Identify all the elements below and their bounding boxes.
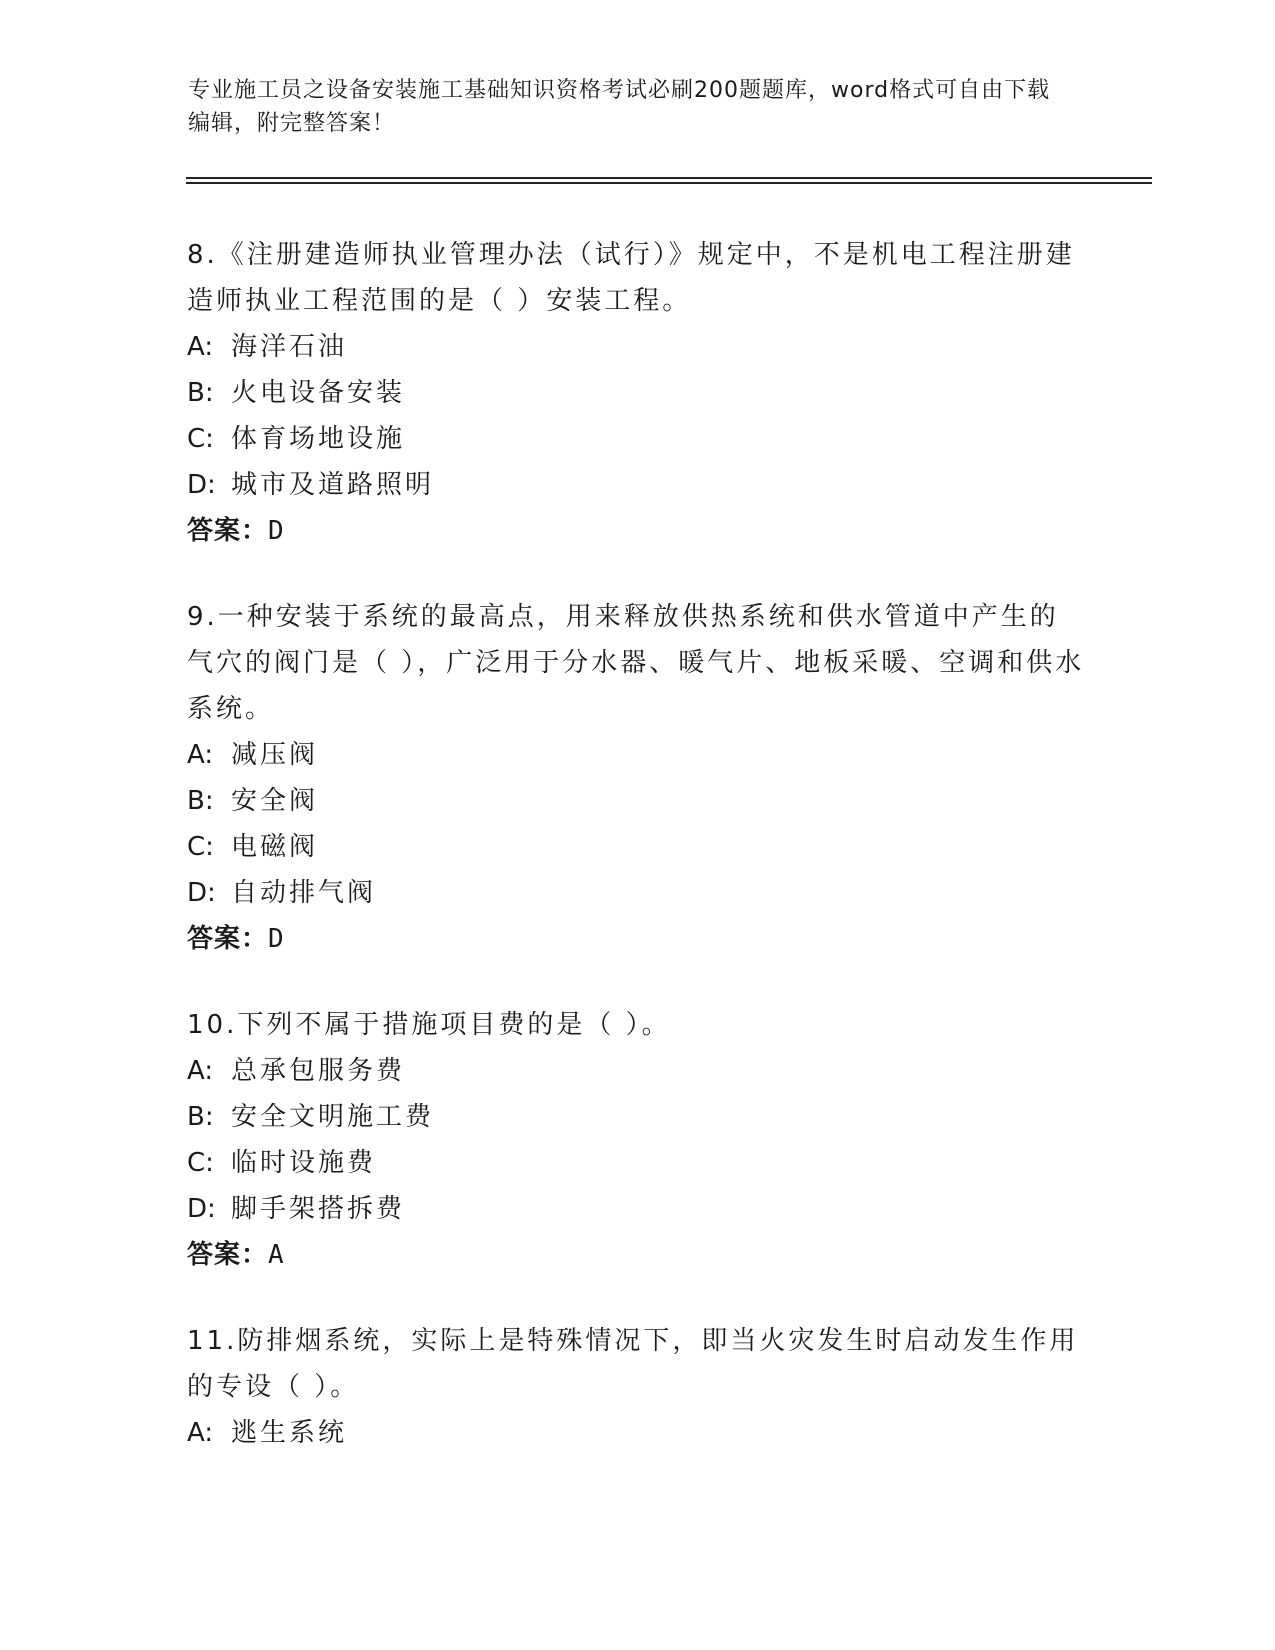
- question-stem: 10.下列不属于措施项目费的是（ ）。: [187, 1010, 671, 1040]
- option-letter: A:: [187, 740, 214, 770]
- option-letter: A:: [187, 332, 214, 362]
- header-divider-bottom: [186, 182, 1152, 184]
- question-9: [187, 594, 1087, 962]
- option-text: 安全阀: [231, 786, 319, 816]
- question-stem: 11.防排烟系统，实际上是特殊情况下，即当火灾发生时启动发生作用的专设（ ）。: [187, 1326, 1079, 1402]
- option-letter: B:: [187, 378, 214, 408]
- option-text: 临时设施费: [231, 1148, 377, 1178]
- question-10: [187, 1002, 1087, 1278]
- answer-value: D: [268, 516, 285, 546]
- answer-value: D: [268, 924, 285, 954]
- option-letter: A:: [187, 1418, 214, 1448]
- option-c: [187, 824, 1087, 870]
- option-letter: D:: [187, 1194, 216, 1224]
- option-text: 电磁阀: [231, 832, 319, 862]
- option-c: [187, 416, 1087, 462]
- option-a: [187, 1410, 1087, 1456]
- document-header: 专业施工员之设备安装施工基础知识资格考试必刷200题题库，word格式可自由下载编辑，附完整答案！: [188, 78, 1051, 136]
- option-a: [187, 324, 1087, 370]
- answer-line: [187, 1232, 1087, 1278]
- option-letter: C:: [187, 424, 214, 454]
- option-d: [187, 462, 1087, 508]
- option-b: [187, 1094, 1087, 1140]
- option-letter: B:: [187, 1102, 214, 1132]
- option-text: 安全文明施工费: [231, 1102, 435, 1132]
- option-text: 火电设备安装: [231, 378, 406, 408]
- option-text: 逃生系统: [231, 1418, 348, 1448]
- option-b: [187, 370, 1087, 416]
- option-text: 减压阀: [231, 740, 319, 770]
- option-text: 总承包服务费: [231, 1056, 406, 1086]
- answer-label: 答案：: [187, 516, 269, 546]
- header-divider-top: [186, 177, 1152, 179]
- question-11: [187, 1318, 1087, 1456]
- option-d: [187, 870, 1087, 916]
- answer-label: 答案：: [187, 1240, 269, 1270]
- answer-line: [187, 916, 1087, 962]
- question-stem: 8.《注册建造师执业管理办法（试行）》规定中，不是机电工程注册建造师执业工程范围的是（ ）安装工程。: [187, 240, 1075, 316]
- option-d: [187, 1186, 1087, 1232]
- answer-line: [187, 508, 1087, 554]
- option-a: [187, 732, 1087, 778]
- option-letter: C:: [187, 1148, 214, 1178]
- option-letter: B:: [187, 786, 214, 816]
- option-letter: D:: [187, 878, 216, 908]
- option-text: 体育场地设施: [231, 424, 406, 454]
- option-letter: D:: [187, 470, 216, 500]
- option-c: [187, 1140, 1087, 1186]
- option-text: 自动排气阀: [231, 878, 377, 908]
- option-b: [187, 778, 1087, 824]
- question-list: [187, 232, 1087, 1496]
- option-letter: C:: [187, 832, 214, 862]
- question-8: [187, 232, 1087, 554]
- option-text: 脚手架搭拆费: [231, 1194, 406, 1224]
- answer-label: 答案：: [187, 924, 269, 954]
- option-text: 海洋石油: [231, 332, 348, 362]
- option-letter: A:: [187, 1056, 214, 1086]
- option-a: [187, 1048, 1087, 1094]
- option-text: 城市及道路照明: [231, 470, 435, 500]
- answer-value: A: [268, 1240, 285, 1270]
- question-stem: 9.一种安装于系统的最高点，用来释放供热系统和供水管道中产生的气穴的阀门是（ ），广泛用于分水器、暖气片、地板采暖、空调和供水系统。: [187, 602, 1085, 724]
